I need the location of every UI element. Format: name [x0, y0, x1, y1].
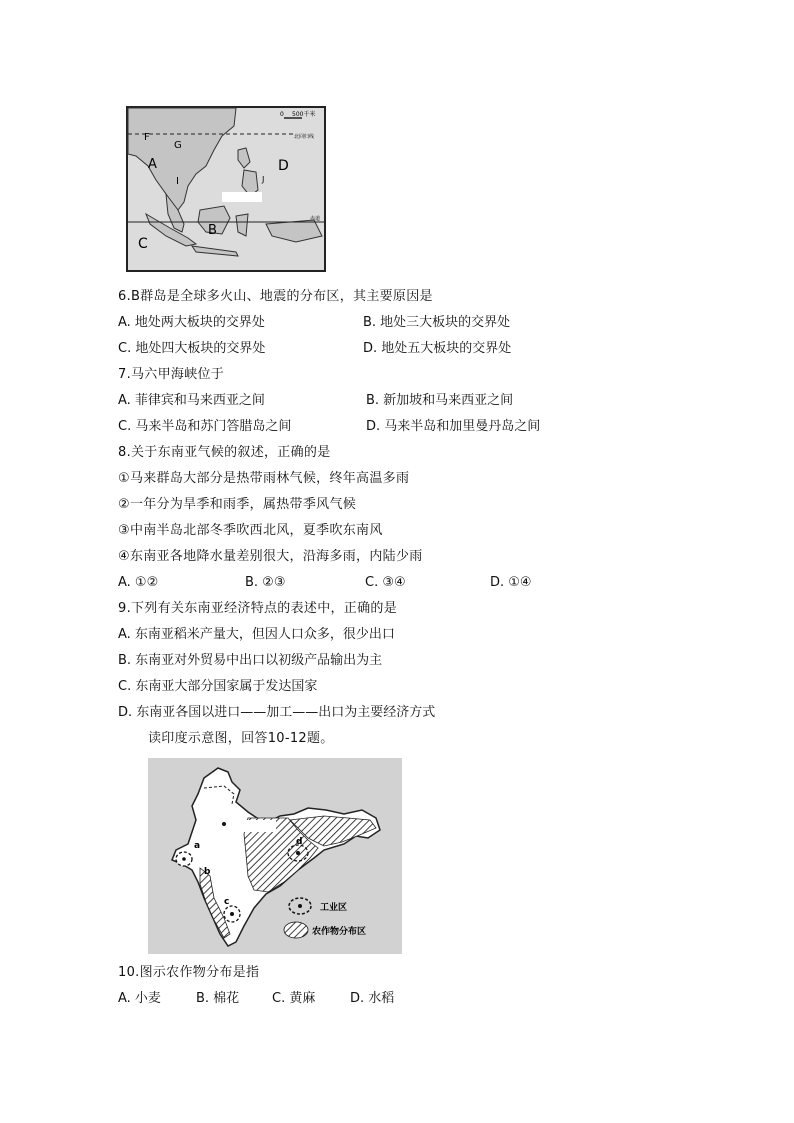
q7-option-a[interactable]: A. 菲律宾和马来西亚之间 [118, 393, 265, 408]
q9-option-d[interactable]: D. 东南亚各国以进口——加工——出口为主要经济方式 [118, 705, 436, 720]
legend-industry-label: 工业区 [320, 903, 348, 913]
map1-letter-g: G [174, 140, 182, 151]
q8-stem: 8.关于东南亚气候的叙述，正确的是 [118, 445, 331, 460]
q10-option-b[interactable]: B. 棉花 [196, 991, 240, 1006]
q8-statement-2: ②一年分为旱季和雨季，属热带季风气候 [118, 497, 357, 512]
india-map-svg [148, 758, 402, 954]
q10-option-d[interactable]: D. 水稻 [350, 991, 395, 1006]
tropic-label: 北回归线 [294, 134, 315, 140]
map1-letter-d: D [278, 158, 289, 174]
map2-intro: 读印度示意图，回答10-12题。 [148, 731, 334, 746]
q7-option-d[interactable]: D. 马来半岛和加里曼丹岛之间 [366, 419, 541, 434]
q8-option-b[interactable]: B. ②③ [245, 575, 286, 590]
q10-stem: 10.图示农作物分布是指 [118, 965, 260, 980]
q9-option-c[interactable]: C. 东南亚大部分国家属于发达国家 [118, 679, 318, 694]
q7-option-b[interactable]: B. 新加坡和马来西亚之间 [366, 393, 514, 408]
q7-stem: 7.马六甲海峡位于 [118, 367, 225, 382]
q8-option-d[interactable]: D. ①④ [490, 575, 532, 590]
q8-statement-1: ①马来群岛大部分是热带雨林气候，终年高温多雨 [118, 471, 410, 486]
map1-letter-a: A [148, 157, 157, 172]
q8-statement-3: ③中南半岛北部冬季吹西北风，夏季吹东南风 [118, 523, 383, 538]
q8-option-a[interactable]: A. ①② [118, 575, 159, 590]
map1-letter-f: F [144, 132, 150, 143]
southeast-asia-map [126, 106, 326, 272]
q9-stem: 9.下列有关东南亚经济特点的表述中，正确的是 [118, 601, 398, 616]
q10-option-c[interactable]: C. 黄麻 [272, 991, 316, 1006]
scale-label: 500千米 [292, 111, 316, 118]
q7-option-c[interactable]: C. 马来半岛和苏门答腊岛之间 [118, 419, 292, 434]
map1-letter-j: J [262, 175, 265, 184]
q6-option-b[interactable]: B. 地处三大板块的交界处 [363, 315, 511, 330]
map1-letter-i: I [176, 176, 179, 187]
southeast-asia-map-svg [126, 106, 326, 272]
scale-zero: 0 [280, 111, 284, 118]
q6-option-c[interactable]: C. 地处四大板块的交界处 [118, 341, 266, 356]
q10-option-a[interactable]: A. 小麦 [118, 991, 161, 1006]
q6-option-d[interactable]: D. 地处五大板块的交界处 [363, 341, 512, 356]
india-map [148, 758, 402, 954]
q9-option-a[interactable]: A. 东南亚稻米产量大，但因人口众多，很少出口 [118, 627, 395, 642]
q9-option-b[interactable]: B. 东南亚对外贸易中出口以初级产品输出为主 [118, 653, 383, 668]
map2-letter-b: b [204, 867, 211, 877]
q8-option-c[interactable]: C. ③④ [365, 575, 406, 590]
map1-letter-b: B [208, 223, 217, 238]
map2-letter-a: a [194, 841, 201, 851]
map2-letter-d: d [296, 837, 303, 847]
map1-letter-c: C [138, 236, 148, 252]
q8-statement-4: ④东南亚各地降水量差别很大，沿海多雨，内陆少雨 [118, 549, 423, 564]
map2-letter-c: c [224, 897, 230, 907]
q6-option-a[interactable]: A. 地处两大板块的交界处 [118, 315, 265, 330]
q6-stem: 6.B群岛是全球多火山、地震的分布区，其主要原因是 [118, 289, 433, 304]
legend-crop-label: 农作物分布区 [312, 927, 367, 937]
equator-label: 赤道 [310, 216, 321, 222]
